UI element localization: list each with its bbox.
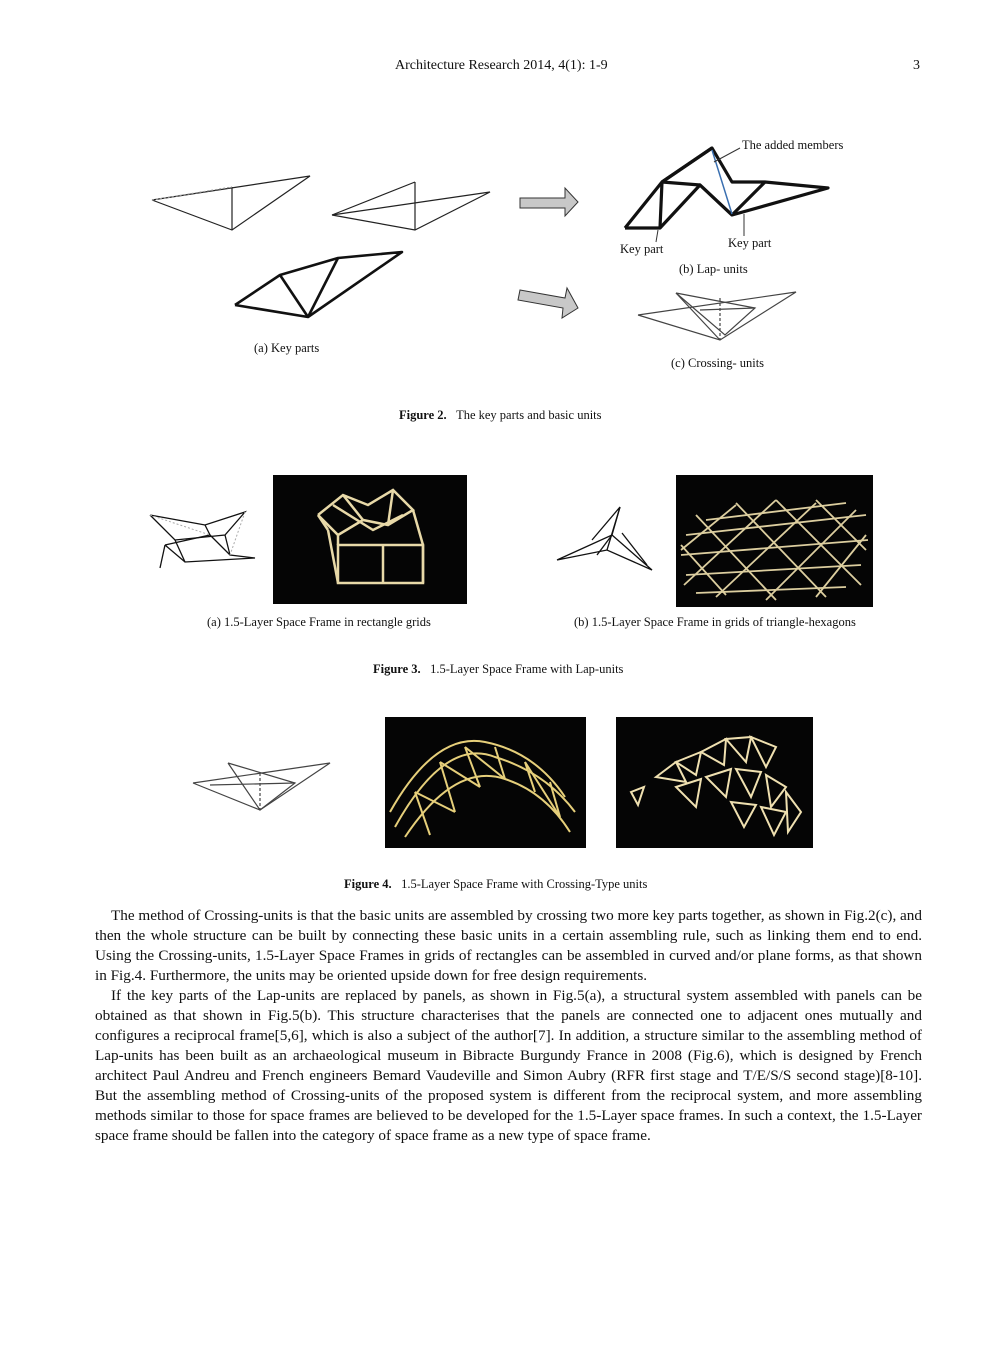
crossing-units-drawing [638, 292, 796, 340]
figure-4-photo-curved [385, 717, 586, 848]
figure-3b-label: (b) 1.5-Layer Space Frame in grids of triangle-hexagons [574, 615, 856, 629]
figure-3-caption-label: Figure 3. [373, 662, 421, 676]
figure-4-drawing [190, 755, 335, 815]
label-added-members: The added members [742, 138, 844, 152]
figure-4-caption-text: 1.5-Layer Space Frame with Crossing-Type units [401, 877, 648, 891]
page-number: 3 [913, 58, 920, 73]
figure-3a-photo [273, 475, 467, 604]
paragraph-lap-units-panels: If the key parts of the Lap-units are replaced by panels, as shown in Fig.5(a), a structural system assembled with panels can be obtained as that shown in Fig.5(b). This structure characterises that the panels are connected one to adjacent ones mutually and configures a reciprocal frame[5,6], which is also a subject of the author[7]. In addition, a structure similar to the assembling method of Lap-units has been built as an archaeological museum in Bibracte Burgundy France in 2008 (Fig.6), which is designed by French architect Paul Andreu and French engineers Bemard Vaudeville and Simon Aubry (RFR first stage and T/E/S/S second stage)[8-10]. But the assembling method of Crossing-units of the proposed system is different from the reciprocal system, and more assembling methods similar to those for space frames are believed to be developed for the 1.5-Layer space frames. In such a context, the 1.5-Layer space frame should be fallen into the category of space frame as a new type of space frame. [95, 987, 922, 1144]
key-part-thin-1 [152, 176, 310, 230]
figure-3b-drawing [552, 495, 662, 575]
journal-header: Architecture Research 2014, 4(1): 1-9 [395, 58, 608, 73]
figure-4-photo-pieces [616, 717, 813, 848]
label-key-part-left: Key part [620, 242, 664, 256]
figure-2-caption-label: Figure 2. [399, 408, 447, 422]
figure-4-caption [344, 877, 647, 892]
body-text [95, 906, 922, 1146]
figure-3-caption-text: 1.5-Layer Space Frame with Lap-units [430, 662, 624, 676]
label-key-part-right: Key part [728, 236, 772, 250]
key-part-bold [235, 252, 402, 317]
figure-3b-photo [676, 475, 873, 607]
arrow-to-lap-units [520, 188, 578, 216]
figure-2-caption-text: The key parts and basic units [456, 408, 602, 422]
figure-2-caption [399, 408, 602, 423]
key-part-left-leader [656, 230, 658, 242]
figure-2c-label: (c) Crossing- units [671, 356, 765, 370]
figure-2b-label: (b) Lap- units [679, 262, 748, 276]
arrow-to-crossing-units [518, 288, 578, 318]
key-part-thin-2 [332, 182, 490, 230]
figure-2a-label: (a) Key parts [254, 341, 320, 355]
paragraph-crossing-units: The method of Crossing-units is that the basic units are assembled by crossing two more key parts together, as shown in Fig.2(c), and then the whole structure can be built by connecting these basic units in a certain assembling rule, such as linking them end to end. Using the Crossing-units, 1.5-Layer Space Frames in grids of rectangles can be assembled in curved and/or plane forms, as that shown in Fig.4. Furthermore, the units may be oriented upside down for free design requirements. [95, 907, 922, 984]
figure-3a-label: (a) 1.5-Layer Space Frame in rectangle grids [207, 615, 431, 629]
figure-3-caption [373, 662, 623, 677]
lap-units-drawing [625, 148, 828, 228]
figure-3a-drawing [145, 500, 265, 580]
figure-4-caption-label: Figure 4. [344, 877, 392, 891]
